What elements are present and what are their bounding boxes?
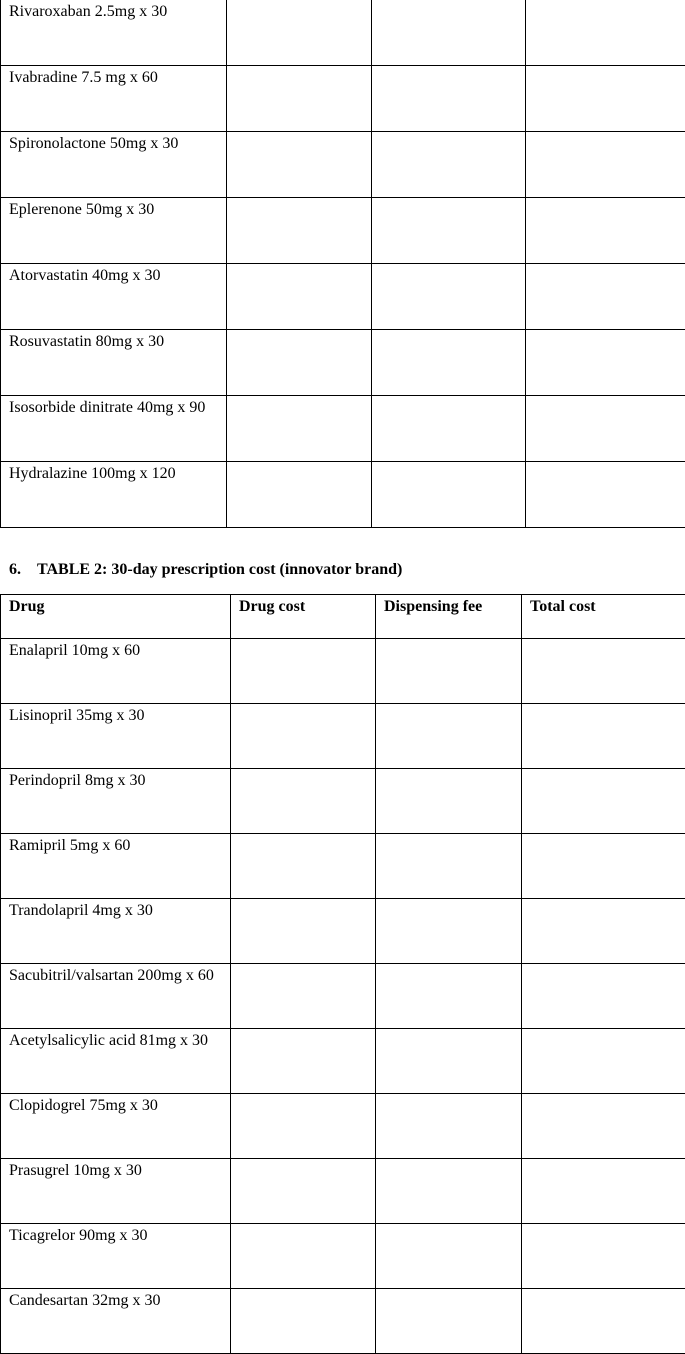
empty-cost-cell [522,1224,685,1289]
empty-cost-cell [522,964,685,1029]
drug-cell: Ramipril 5mg x 60 [1,834,231,899]
empty-cost-cell [526,0,685,66]
empty-cost-cell [227,0,372,66]
empty-cost-cell [372,0,526,66]
drug-cell: Trandolapril 4mg x 30 [1,899,231,964]
table-row [1,899,685,964]
empty-cost-cell [522,1094,685,1159]
empty-cost-cell [522,1029,685,1094]
empty-cost-cell [372,396,526,462]
table2-body [1,639,685,1354]
drug-cell: Isosorbide dinitrate 40mg x 90 [1,396,227,462]
drug-cell: Lisinopril 35mg x 30 [1,704,231,769]
table-row [1,396,685,462]
empty-cost-cell [231,1159,376,1224]
empty-cost-cell [231,704,376,769]
drug-cell: Sacubitril/valsartan 200mg x 60 [1,964,231,1029]
empty-cost-cell [522,834,685,899]
drug-cell: Hydralazine 100mg x 120 [1,462,227,528]
table-header-row [1,595,685,639]
drug-cell: Spironolactone 50mg x 30 [1,132,227,198]
table1-body [1,0,685,528]
empty-cost-cell [376,1289,522,1354]
innovator-brand-cost-table [0,594,685,1354]
empty-cost-cell [372,198,526,264]
drug-cell: Atorvastatin 40mg x 30 [1,264,227,330]
header-drug: Drug [1,595,231,639]
empty-cost-cell [227,66,372,132]
table-row [1,769,685,834]
empty-cost-cell [227,330,372,396]
table-row [1,834,685,899]
empty-cost-cell [376,899,522,964]
empty-cost-cell [376,1159,522,1224]
empty-cost-cell [227,396,372,462]
empty-cost-cell [227,264,372,330]
table-row [1,462,685,528]
empty-cost-cell [526,462,685,528]
table-row [1,66,685,132]
prescription-table-continued [0,0,685,528]
empty-cost-cell [231,964,376,1029]
empty-cost-cell [372,132,526,198]
empty-cost-cell [526,198,685,264]
empty-cost-cell [526,396,685,462]
empty-cost-cell [526,330,685,396]
section-title: TABLE 2: 30-day prescription cost (innovator brand) [37,561,402,578]
table-row [1,964,685,1029]
empty-cost-cell [372,330,526,396]
empty-cost-cell [376,639,522,704]
drug-cell: Candesartan 32mg x 30 [1,1289,231,1354]
empty-cost-cell [522,899,685,964]
table-row [1,132,685,198]
table-row [1,1029,685,1094]
drug-cell: Rivaroxaban 2.5mg x 30 [1,0,227,66]
empty-cost-cell [231,1224,376,1289]
empty-cost-cell [372,462,526,528]
table-row [1,1159,685,1224]
drug-cell: Ticagrelor 90mg x 30 [1,1224,231,1289]
empty-cost-cell [376,1029,522,1094]
empty-cost-cell [376,1224,522,1289]
table-row [1,1224,685,1289]
drug-cell: Clopidogrel 75mg x 30 [1,1094,231,1159]
drug-cell: Prasugrel 10mg x 30 [1,1159,231,1224]
empty-cost-cell [522,704,685,769]
empty-cost-cell [376,704,522,769]
empty-cost-cell [231,1029,376,1094]
header-drug-cost: Drug cost [231,595,376,639]
header-dispensing-fee: Dispensing fee [376,595,522,639]
empty-cost-cell [227,198,372,264]
drug-cell: Ivabradine 7.5 mg x 60 [1,66,227,132]
empty-cost-cell [372,66,526,132]
table-row [1,704,685,769]
empty-cost-cell [231,899,376,964]
empty-cost-cell [231,1289,376,1354]
table-row [1,264,685,330]
table-row [1,198,685,264]
empty-cost-cell [526,264,685,330]
table-row [1,0,685,66]
section-heading [9,560,402,580]
empty-cost-cell [376,834,522,899]
empty-cost-cell [376,964,522,1029]
empty-cost-cell [231,769,376,834]
empty-cost-cell [522,639,685,704]
drug-cell: Perindopril 8mg x 30 [1,769,231,834]
empty-cost-cell [526,132,685,198]
empty-cost-cell [522,1289,685,1354]
empty-cost-cell [526,66,685,132]
drug-cell: Acetylsalicylic acid 81mg x 30 [1,1029,231,1094]
table-row [1,1094,685,1159]
empty-cost-cell [522,1159,685,1224]
table-row [1,330,685,396]
drug-cell: Rosuvastatin 80mg x 30 [1,330,227,396]
empty-cost-cell [231,834,376,899]
table-row [1,1289,685,1354]
empty-cost-cell [376,1094,522,1159]
empty-cost-cell [372,264,526,330]
empty-cost-cell [231,639,376,704]
empty-cost-cell [227,462,372,528]
table-row [1,639,685,704]
section-number: 6. [9,560,37,580]
drug-cell: Eplerenone 50mg x 30 [1,198,227,264]
header-total-cost: Total cost [522,595,685,639]
empty-cost-cell [231,1094,376,1159]
empty-cost-cell [522,769,685,834]
drug-cell: Enalapril 10mg x 60 [1,639,231,704]
empty-cost-cell [227,132,372,198]
empty-cost-cell [376,769,522,834]
